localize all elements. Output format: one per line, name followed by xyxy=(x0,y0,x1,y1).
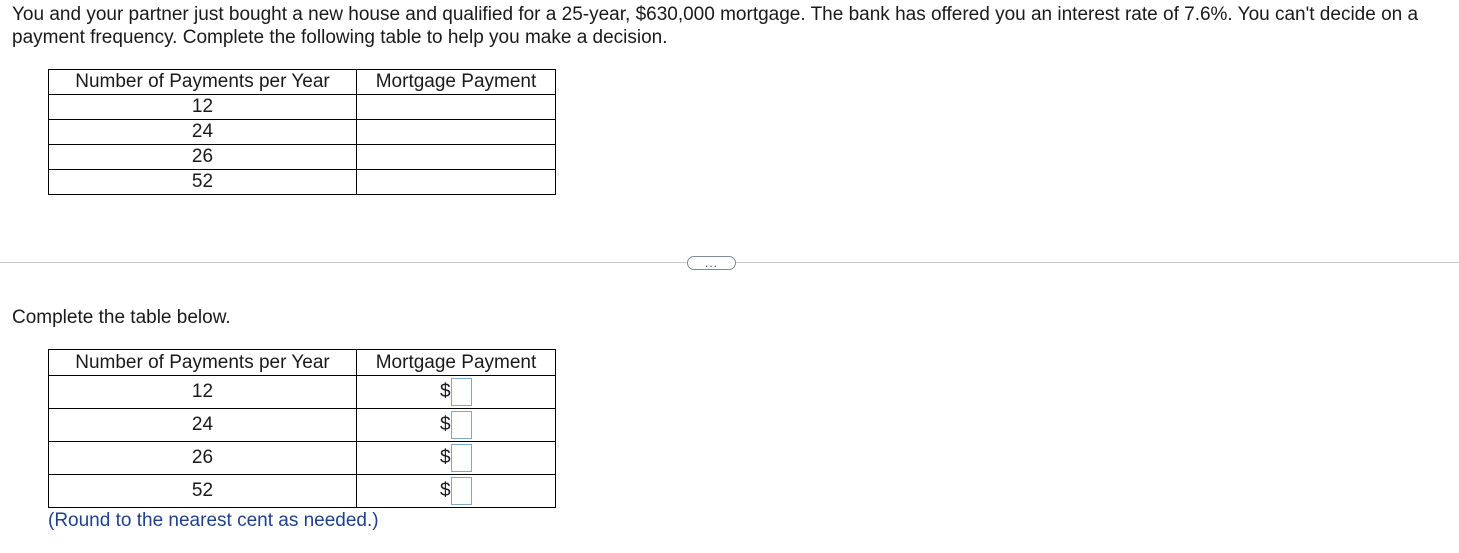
payments-per-year-cell: 12 xyxy=(49,95,357,120)
mortgage-payment-cell xyxy=(357,409,556,442)
payments-per-year-cell: 24 xyxy=(49,409,357,442)
header-payments-per-year: Number of Payments per Year xyxy=(49,350,357,376)
mortgage-payment-cell xyxy=(357,376,556,409)
dollar-sign: $ xyxy=(440,381,451,402)
answer-input-26[interactable] xyxy=(451,444,472,472)
header-mortgage-payment: Mortgage Payment xyxy=(357,70,556,95)
mortgage-payment-cell xyxy=(357,95,556,120)
mortgage-payment-cell xyxy=(357,120,556,145)
payments-per-year-cell: 52 xyxy=(49,170,357,195)
table-header-row xyxy=(49,350,556,376)
table-row xyxy=(49,120,556,145)
answer-input-12[interactable] xyxy=(451,378,472,406)
header-payments-per-year: Number of Payments per Year xyxy=(49,70,357,95)
table-row xyxy=(49,170,556,195)
mortgage-payment-cell xyxy=(357,145,556,170)
table-row xyxy=(49,376,556,409)
reference-table xyxy=(48,69,556,195)
payments-per-year-cell: 26 xyxy=(49,442,357,475)
table-row xyxy=(49,145,556,170)
instruction-text: Complete the table below. xyxy=(12,307,231,328)
answer-table xyxy=(48,349,556,508)
problem-statement: You and your partner just bought a new house and qualified for a 25-year, $630,000 mortgage. The bank has offered you an interest rate of 7.6%. You can't decide on a payment frequency. Complete the following table to help you make a decision. xyxy=(12,4,1419,48)
payments-per-year-cell: 26 xyxy=(49,145,357,170)
answer-input-52[interactable] xyxy=(451,477,472,505)
table-row xyxy=(49,95,556,120)
mortgage-payment-cell xyxy=(357,170,556,195)
payments-per-year-cell: 12 xyxy=(49,376,357,409)
rounding-note: (Round to the nearest cent as needed.) xyxy=(48,510,379,531)
dollar-sign: $ xyxy=(440,447,451,468)
payments-per-year-cell: 24 xyxy=(49,120,357,145)
dollar-sign: $ xyxy=(440,414,451,435)
payments-per-year-cell: 52 xyxy=(49,475,357,508)
more-options-button[interactable]: ... xyxy=(687,256,736,270)
mortgage-payment-cell xyxy=(357,475,556,508)
answer-input-24[interactable] xyxy=(451,411,472,439)
table-row xyxy=(49,409,556,442)
table-row xyxy=(49,475,556,508)
header-mortgage-payment: Mortgage Payment xyxy=(357,350,556,376)
table-row xyxy=(49,442,556,475)
dollar-sign: $ xyxy=(440,480,451,501)
table-header-row xyxy=(49,70,556,95)
mortgage-payment-cell xyxy=(357,442,556,475)
